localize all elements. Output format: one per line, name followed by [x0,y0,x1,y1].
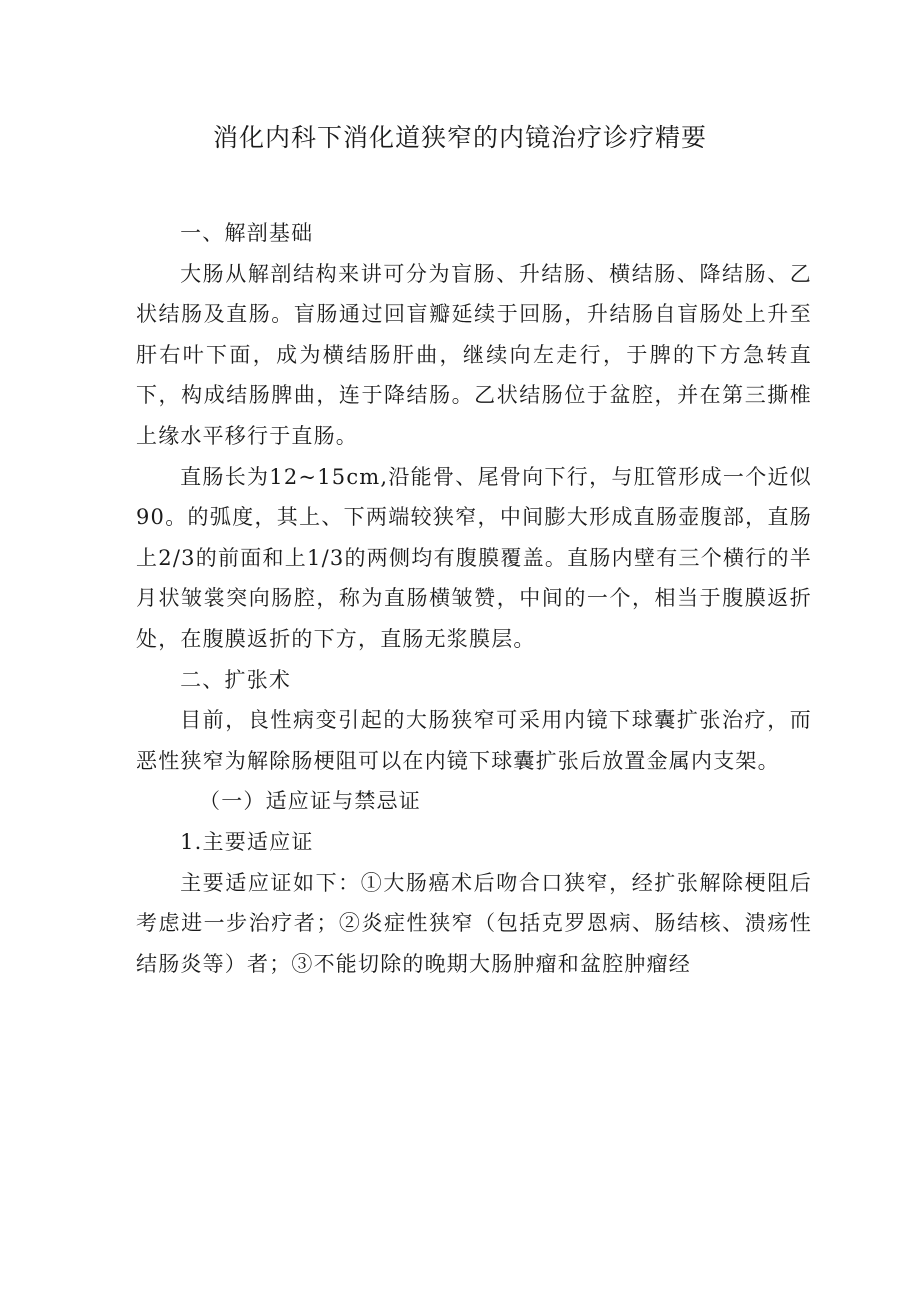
document-body [136,213,812,984]
document-title: 消化内科下消化道狭窄的内镜治疗诊疗精要 [212,123,707,152]
subsection-heading-indications: （一）适应证与禁忌证 [199,789,421,814]
section-heading-anatomy: 一、解剖基础 [180,221,314,245]
paragraph-main-indications: 主要适应证如下：①大肠癌术后吻合口狭窄，经扩张解除梗阻后考虑进一步治疗者；②炎症性狭窄（包括克罗恩病、肠结核、溃疡性结肠炎等）者；③不能切除的晚期大肠肿瘤和盆腔肿瘤经 [136,870,812,976]
section-heading-dilation: 二、扩张术 [180,667,292,692]
paragraph-dilation-intro: 目前，良性病变引起的大肠狭窄可采用内镜下球囊扩张治疗，而恶性狭窄为解除肠梗阻可以在内镜下球囊扩张后放置金属内支架。 [136,708,812,773]
paragraph-rectum: 直肠长为12~15cm,沿能骨、尾骨向下行，与肛管形成一个近似90。的弧度，其上、下两端较狭窄，中间膨大形成直肠壶腹部，直肠上2/3的前面和上1/3的两侧均有腹膜覆盖。直肠内壁有三个横行的半月状皱裳突向肠腔，称为直肠横皱赞，中间的一个，相当于腹膜返折处，在腹膜返折的下方，直肠无浆膜层。 [136,464,812,651]
item-heading-main-indications: 1.主要适应证 [180,829,314,854]
paragraph-large-intestine: 大肠从解剖结构来讲可分为盲肠、升结肠、横结肠、降结肠、乙状结肠及直肠。盲肠通过回盲瓣延续于回肠，升结肠自盲肠处上升至肝右叶下面，成为横结肠肝曲，继续向左走行，于脾的下方急转直下，构成结肠脾曲，连于降结肠。乙状结肠位于盆腔，并在第三撕椎上缘水平移行于直肠。 [136,261,812,448]
